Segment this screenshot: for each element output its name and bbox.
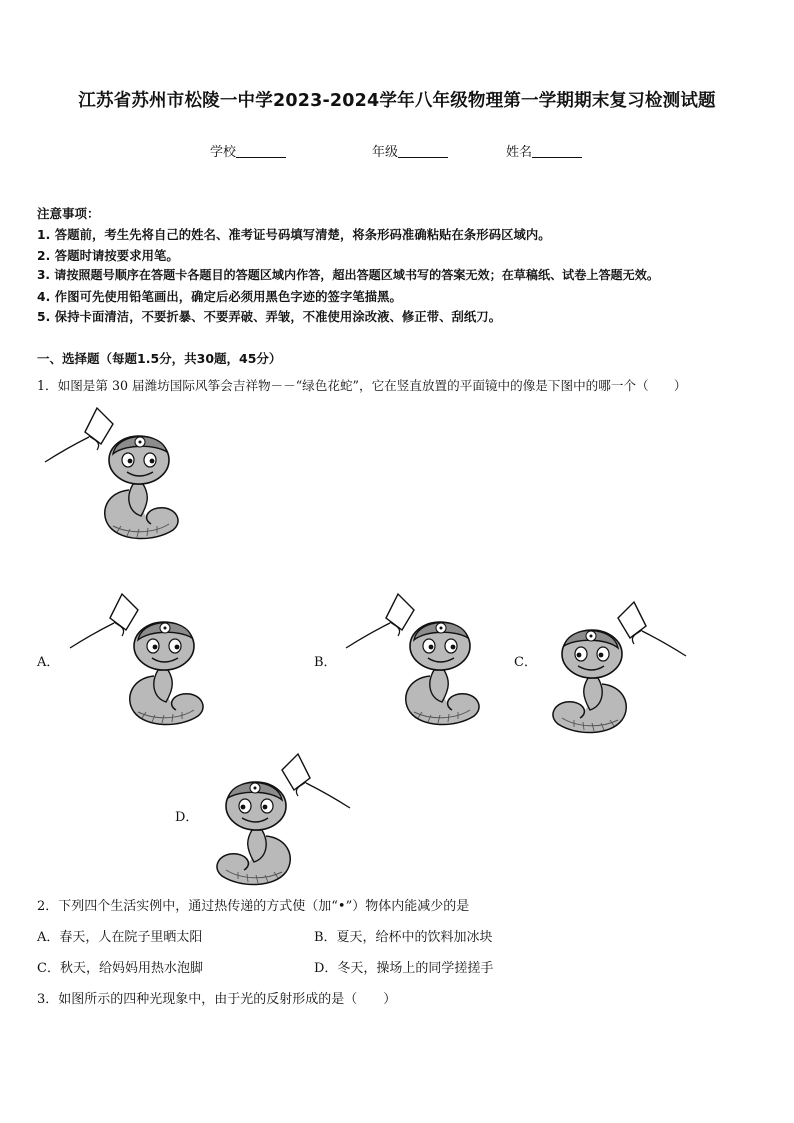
q2-option-c[interactable]: C．秋天，给妈妈用热水泡脚 [37, 961, 203, 976]
name-label: 姓名 [506, 145, 533, 160]
note-item: 5. 保持卡面清洁，不要折暴、不要弄破、弄皱，不准使用涂改液、修正带、刮纸刀。 [37, 310, 502, 324]
note-item: 1. 答题前，考生先将自己的姓名、准考证号码填写清楚，将条形码准确粘贴在条形码区域内。 [37, 228, 551, 242]
school-blank[interactable] [236, 144, 286, 158]
q1-option-d-label[interactable]: D． [175, 810, 199, 825]
q2-option-d[interactable]: D．冬天，操场上的同学搓搓手 [314, 961, 494, 976]
school-field[interactable] [210, 141, 286, 160]
note-item: 3. 请按照题号顺序在答题卡各题目的答题区域内作答，超出答题区域书写的答案无效；在草稿纸、试卷上答题无效。 [37, 268, 659, 282]
grade-blank[interactable] [398, 144, 448, 158]
note-item: 4. 作图可先使用铅笔画出，确定后必须用黑色字迹的签字笔描黑。 [37, 290, 402, 304]
q1-option-c-image[interactable] [536, 596, 694, 738]
school-label: 学校 [210, 145, 237, 160]
q1-option-c-label[interactable]: C． [514, 655, 537, 670]
q1-option-a-image[interactable] [62, 588, 220, 730]
q2-option-a[interactable]: A．春天，人在院子里晒太阳 [37, 930, 203, 945]
q1-option-d-image[interactable] [200, 748, 358, 890]
q1-option-a-label[interactable]: A． [37, 655, 60, 670]
question-2-stem: 2．下列四个生活实例中，通过热传递的方式使（加“•”）物体内能减少的是 [37, 899, 470, 914]
q1-option-b-image[interactable] [338, 588, 496, 730]
q1-option-b-label[interactable]: B． [314, 655, 337, 670]
notes-heading: 注意事项： [37, 206, 100, 221]
q2-option-b[interactable]: B．夏天，给杯中的饮料加冰块 [314, 930, 493, 945]
name-field[interactable] [506, 141, 582, 160]
section-heading: 一、选择题（每题1.5分，共30题，45分） [37, 351, 282, 366]
page-title: 江苏省苏州市松陵一中学2023-2024学年八年级物理第一学期期末复习检测试题 [78, 91, 716, 111]
grade-field[interactable] [372, 141, 448, 160]
name-blank[interactable] [532, 144, 582, 158]
note-item: 2. 答题时请按要求用笔。 [37, 249, 179, 263]
grade-label: 年级 [372, 145, 399, 160]
question-1-stem: 1．如图是第 30 届潍坊国际风筝会吉祥物－－“绿色花蛇”，它在竖直放置的平面镜中的像是下图中的哪一个（ ） [37, 378, 687, 393]
question-3-stem: 3．如图所示的四种光现象中，由于光的反射形成的是（ ） [37, 992, 397, 1007]
snake-kite-mascot-figure [37, 402, 195, 544]
